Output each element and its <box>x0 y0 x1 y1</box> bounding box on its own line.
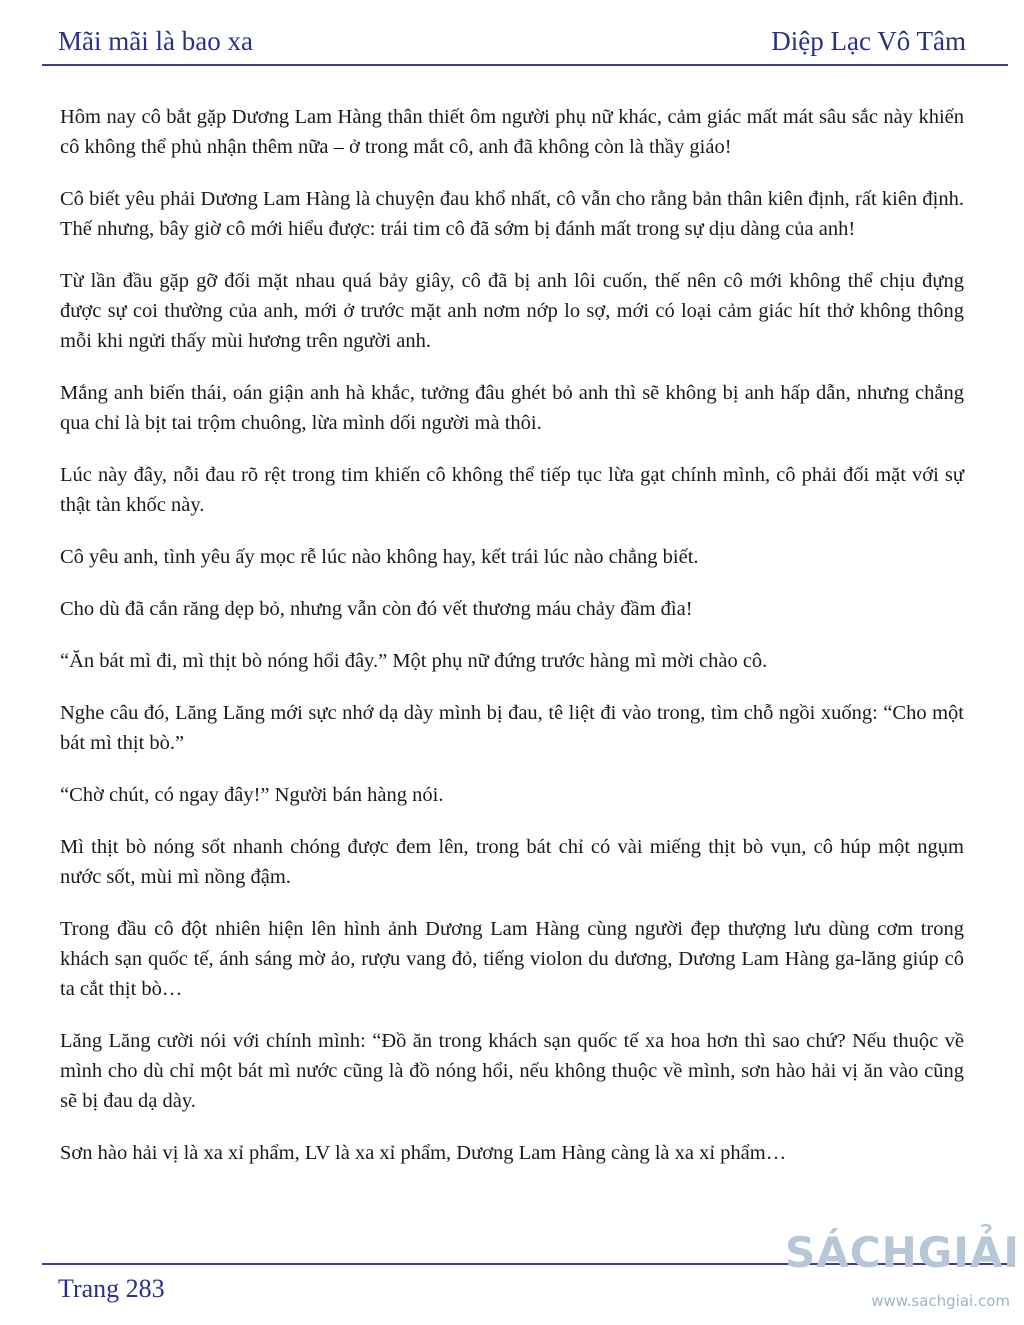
watermark-logo: SÁCHGIẢI <box>785 1228 1020 1277</box>
paragraph: Mì thịt bò nóng sốt nhanh chóng được đem lên, trong bát chỉ có vài miếng thịt bò vụn, cô húp một ngụm nước sốt, mùi mì nồng đậm. <box>60 836 964 888</box>
paragraph: Trong đầu cô đột nhiên hiện lên hình ảnh Dương Lam Hàng cùng người đẹp thượng lưu dùng cơm trong khách sạn quốc tế, ánh sáng mờ ảo, rượu vang đỏ, tiếng violon du dương, Dương Lam Hàng ga-lăng giúp cô ta cắt thịt bò… <box>60 918 964 1000</box>
author-name: Diệp Lạc Vô Tâm <box>771 26 966 56</box>
page-body <box>60 102 964 1190</box>
paragraph: Hôm nay cô bắt gặp Dương Lam Hàng thân thiết ôm người phụ nữ khác, cảm giác mất mát sâu sắc này khiến cô không thể phủ nhận thêm nữa – ở trong mắt cô, anh đã không còn là thầy giáo! <box>60 106 964 158</box>
watermark-url: www.sachgiai.com <box>871 1292 1010 1310</box>
paragraph: Mắng anh biến thái, oán giận anh hà khắc, tưởng đâu ghét bỏ anh thì sẽ không bị anh hấp dẫn, nhưng chẳng qua chỉ là bịt tai trộm chuông, lừa mình dối người mà thôi. <box>60 382 964 434</box>
paragraph: Cô biết yêu phải Dương Lam Hàng là chuyện đau khổ nhất, cô vẫn cho rằng bản thân kiên định, rất kiên định. Thế nhưng, bây giờ cô mới hiểu được: trái tim cô đã sớm bị đánh mất trong sự dịu dàng của anh! <box>60 188 964 240</box>
book-title: Mãi mãi là bao xa <box>58 26 253 56</box>
paragraph: Cô yêu anh, tình yêu ấy mọc rễ lúc nào không hay, kết trái lúc nào chẳng biết. <box>60 546 699 568</box>
paragraph: Lúc này đây, nỗi đau rõ rệt trong tim khiến cô không thể tiếp tục lừa gạt chính mình, cô phải đối mặt với sự thật tàn khốc này. <box>60 464 964 516</box>
paragraph: “Ăn bát mì đi, mì thịt bò nóng hổi đây.” Một phụ nữ đứng trước hàng mì mời chào cô. <box>60 650 768 672</box>
paragraph: Từ lần đầu gặp gỡ đối mặt nhau quá bảy giây, cô đã bị anh lôi cuốn, thế nên cô mới không thể chịu đựng được sự coi thường của anh, mới ở trước mặt anh nơm nớp lo sợ, mới có loại cảm giác hít thở không thông mỗi khi ngửi thấy mùi hương trên người anh. <box>60 270 964 352</box>
paragraph: Lăng Lăng cười nói với chính mình: “Đồ ăn trong khách sạn quốc tế xa hoa hơn thì sao chứ? Nếu thuộc về mình cho dù chỉ một bát mì nước cũng là đồ nóng hổi, nếu không thuộc về mình, sơn hào hải vị ăn vào cũng sẽ bị đau dạ dày. <box>60 1030 964 1112</box>
paragraph: Sơn hào hải vị là xa xỉ phẩm, LV là xa xỉ phẩm, Dương Lam Hàng càng là xa xỉ phẩm… <box>60 1142 787 1164</box>
paragraph: Nghe câu đó, Lăng Lăng mới sực nhớ dạ dày mình bị đau, tê liệt đi vào trong, tìm chỗ ngồi xuống: “Cho một bát mì thịt bò.” <box>60 702 964 754</box>
page-number: Trang 283 <box>58 1274 165 1303</box>
header-divider <box>42 64 1008 66</box>
site-watermark <box>785 1228 1020 1318</box>
page-header <box>58 26 966 62</box>
paragraph: Cho dù đã cắn răng dẹp bỏ, nhưng vẫn còn đó vết thương máu chảy đầm đìa! <box>60 598 693 620</box>
paragraph: “Chờ chút, có ngay đây!” Người bán hàng nói. <box>60 784 444 806</box>
